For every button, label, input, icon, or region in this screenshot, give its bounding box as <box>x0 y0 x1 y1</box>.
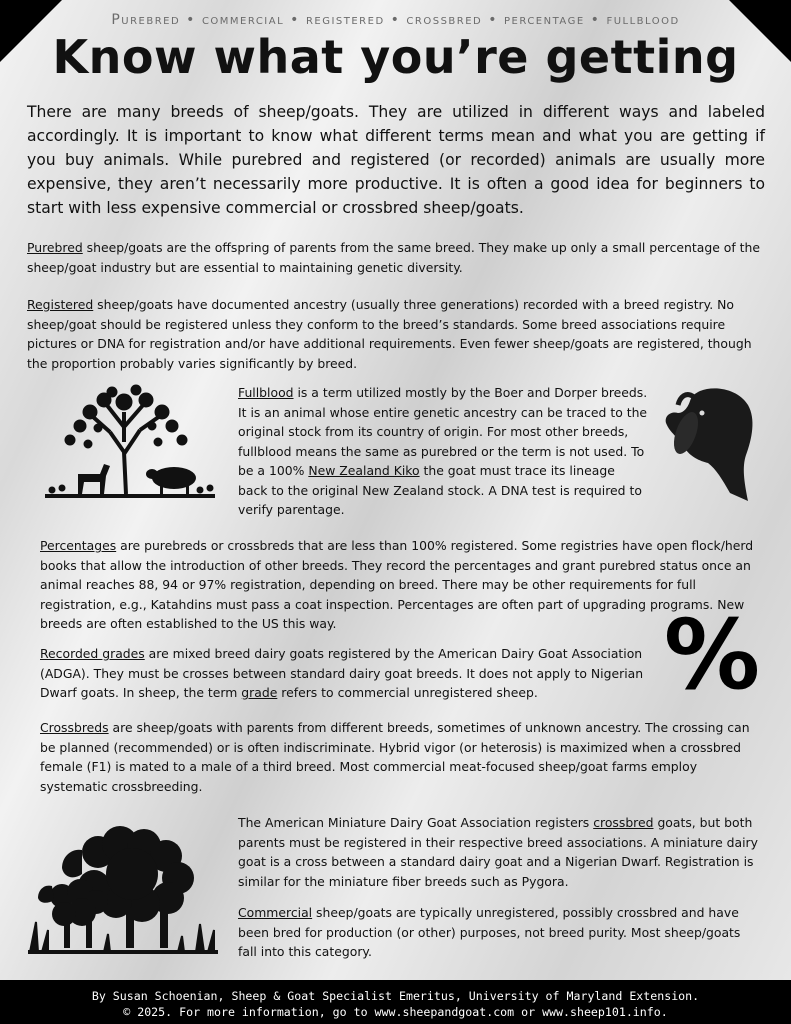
separator: • <box>390 12 401 28</box>
terms-banner <box>0 12 791 28</box>
purebred-term: Purebred <box>27 240 83 255</box>
fullblood-text-2: the goat must trace its lineage back to the original New Zealand stock. A DNA test is required to verify parentage. <box>238 463 642 517</box>
fullblood-term: Fullblood <box>238 385 294 400</box>
percent-icon: % <box>663 599 761 711</box>
separator: • <box>290 12 300 28</box>
page-title: Know what you’re getting <box>52 30 739 84</box>
term-purebred: Purebred <box>111 12 181 28</box>
miniature-paragraph <box>238 813 763 891</box>
term-commercial: commercial <box>201 12 285 28</box>
tree-animals-icon <box>40 382 220 512</box>
recorded-grades-text-1: are mixed breed dairy goats registered by the American Dairy Goat Association (ADGA). They must be crosses between standard dairy goat breeds. It does not apply to Nigerian Dwarf goats. In sheep, the term <box>40 646 644 700</box>
sheep-silhouette-icon <box>28 812 218 962</box>
kiko-link: New Zealand Kiko <box>308 463 420 478</box>
commercial-text: sheep/goats are typically unregistered, possibly crossbred and have been bred for production (or other) purposes, not breed purity. Most sheep/goats fall into this category. <box>238 905 741 959</box>
commercial-term: Commercial <box>238 905 313 920</box>
recorded-grades-term: Recorded grades <box>40 646 145 661</box>
miniature-text-2: goats, but both parents must be registered in their respective breed associations. A miniature dairy goat is a cross between a standard dairy goat and a Nigerian Dwarf. Registration is similar for the miniature fiber breeds such as Pygora. <box>238 815 758 889</box>
intro-paragraph: There are many breeds of sheep/goats. They are utilized in different ways and labeled accordingly. It is important to know what different terms mean and what you are getting if you buy animals. While purebred and registered (or recorded) animals are usually more expensive, they aren’t necessarily more productive. It is often a good idea for beginners to start with less expensive commercial or crossbred sheep/goats. <box>27 103 765 217</box>
fullblood-text-1: is a term utilized mostly by the Boer and Dorper breeds. It is an animal whose entire genetic ancestry can be traced to the original stock from its country of origin. For most other breeds, fullblood means the same as purebred or the term is not used. To be a 100% <box>238 385 648 478</box>
fullblood-paragraph <box>238 383 648 520</box>
footer <box>0 980 791 1024</box>
percentages-term: Percentages <box>40 538 117 553</box>
separator: • <box>488 12 499 28</box>
term-percentage: percentage <box>504 12 585 28</box>
registered-paragraph <box>27 295 767 373</box>
purebred-text: sheep/goats are the offspring of parents from the same breed. They make up only a small percentage of the sheep/goat industry but are essential to maintaining genetic diversity. <box>27 240 760 275</box>
crossbreds-text: are sheep/goats with parents from different breeds, sometimes of unknown ancestry. The crossing can be planned (recommended) or is often indiscriminate. Hybrid vigor (or heterosis) is maximized when a crossbred female (F1) is mated to a male of a third breed. Most commercial meat-focused sheep/goat farms employ systematic crossbreeding. <box>40 720 750 794</box>
miniature-text-1: The American Miniature Dairy Goat Association registers <box>238 815 594 830</box>
term-crossbred: crossbred <box>406 12 483 28</box>
crossbreds-paragraph <box>40 718 762 796</box>
percentages-paragraph <box>40 536 755 634</box>
commercial-paragraph <box>238 903 763 962</box>
footer-credit: By Susan Schoenian, Sheep & Goat Specialist Emeritus, University of Maryland Extension. <box>91 989 700 1003</box>
separator: • <box>590 12 601 28</box>
term-fullblood: fullblood <box>606 12 680 28</box>
percentages-text: are purebreds or crossbreds that are less than 100% registered. Some registries have open flock/herd books that allow the introduction of other breeds. They record the percentages and grant purebred status once an animal reaches 88, 94 or 97% registration, depending on breed. There may be other requirements for full registration, e.g., Katahdins must pass a coat inspection. Percentages are often part of upgrading programs. New breeds are often established to the US this way. <box>40 538 754 631</box>
term-registered: registered <box>305 12 385 28</box>
recorded-grades-paragraph <box>40 644 652 703</box>
purebred-paragraph <box>27 238 762 277</box>
goat-head-icon <box>660 383 760 508</box>
crossbreds-term: Crossbreds <box>40 720 109 735</box>
grade-term: grade <box>241 685 278 700</box>
separator: • <box>186 12 196 28</box>
registered-text: sheep/goats have documented ancestry (usually three generations) recorded with a breed registry. No sheep/goat should be registered unless they conform to the breed’s standards. Some breed associations require pictures or DNA for registration and/or have additional requirements. Even fewer sheep/goats are registered, though the proportion probably varies significantly by breed. <box>27 297 752 371</box>
footer-info: © 2025. For more information, go to www.sheepandgoat.com or www.sheep101.info. <box>123 1005 668 1019</box>
recorded-grades-text-2: refers to commercial unregistered sheep. <box>277 685 538 700</box>
registered-term: Registered <box>27 297 94 312</box>
crossbred-term: crossbred <box>593 815 654 830</box>
